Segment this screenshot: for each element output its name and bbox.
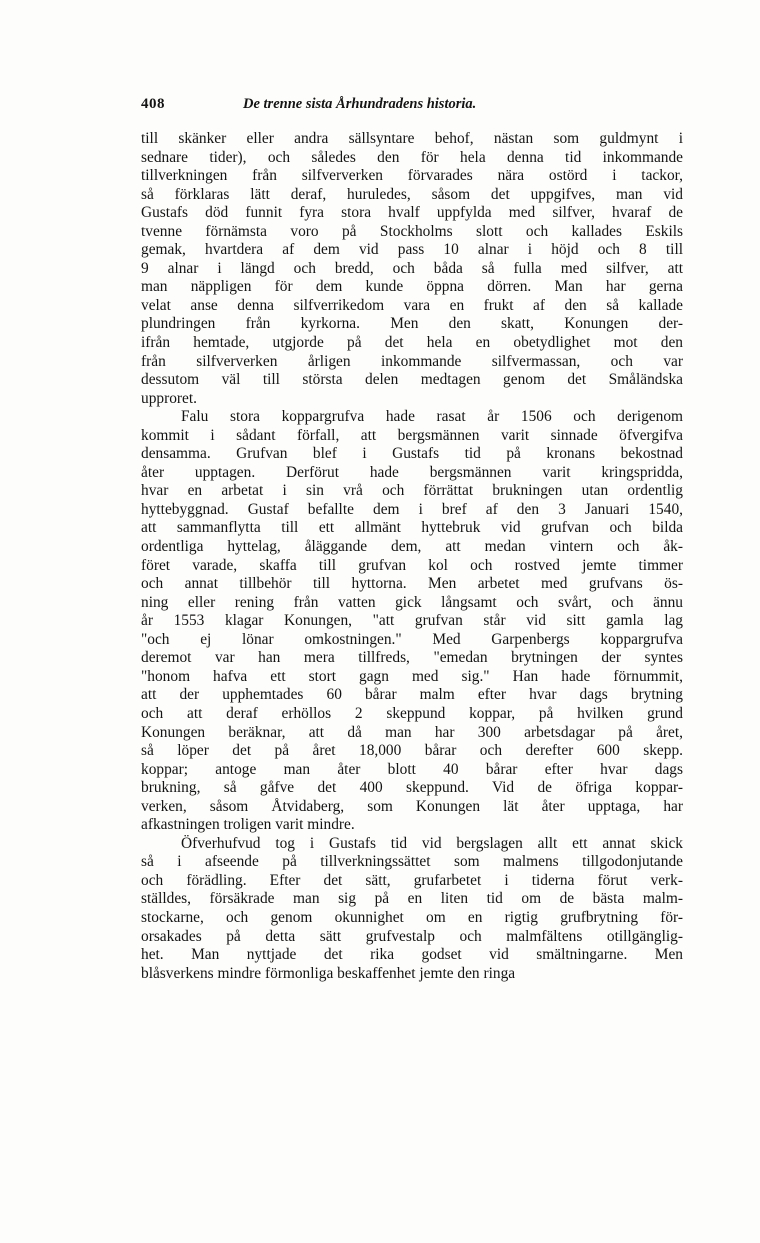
text-line: densamma. Grufvan blef i Gustafs tid på kronans bekostnad: [141, 445, 683, 463]
text-line: upproret.: [141, 389, 197, 407]
text-line: så löper det på året 18,000 bårar och derefter 600 skepp.: [141, 742, 683, 760]
text-line: stockarne, och genom okunnighet om en rigtig grufbrytning för-: [141, 908, 683, 926]
text-line: gemak, hvartdera af dem vid pass 10 alnar i höjd och 8 till: [141, 241, 683, 259]
text-line: 9 alnar i längd och bredd, och båda så fulla med silfver, att: [141, 259, 683, 277]
paragraph: [141, 408, 683, 835]
text-line: deremot var han mera tillfreds, "emedan brytningen der syntes: [141, 649, 683, 667]
text-line: Falu stora koppargrufva hade rasat år 1506 och derigenom: [181, 408, 683, 426]
running-title: De trenne sista Århundradens historia.: [243, 96, 477, 112]
text-line: hvar en arbetat i sin vrå och förrättat brukningen utan ordentlig: [141, 482, 683, 500]
text-line: brukning, så gåfve det 400 skeppund. Vid de öfriga koppar-: [141, 779, 683, 797]
text-line: velat anse denna silfverrikedom vara en frukt af den så kallade: [141, 296, 683, 314]
text-line: att sammanflytta till ett allmänt hyttebruk vid grufvan och bilda: [141, 519, 683, 537]
text-line: plundringen från kyrkorna. Men den skatt, Konungen der-: [141, 315, 683, 333]
text-line: och förädling. Efter det sätt, grufarbetet i tiderna förut verk-: [141, 871, 683, 889]
text-line: och att deraf erhöllos 2 skeppund koppar, på hvilken grund: [141, 704, 683, 722]
text-line: så i afseende på tillverkningssättet som malmens tillgodonjutande: [141, 853, 683, 871]
text-line: ifrån hemtade, utgjorde på det hela en obetydlighet mot den: [141, 334, 683, 352]
text-line: ordentliga hyttelag, åläggande dem, att medan vintern och åk-: [141, 538, 683, 556]
text-line: afkastningen troligen varit mindre.: [141, 816, 355, 834]
page-number: 408: [141, 96, 165, 112]
text-line: "och ej lönar omkostningen." Med Garpenbergs koppargrufva: [141, 630, 683, 648]
page-header: [141, 96, 681, 120]
text-line: sednare tider), och således den för hela denna tid inkommande: [141, 148, 683, 166]
text-line: blåsverkens mindre förmonliga beskaffenhet jemte den ringa: [141, 964, 516, 982]
text-line: ning eller rening från vatten gick långsamt och svårt, och ännu: [141, 593, 683, 611]
text-line: kommit i sådant förfall, att bergsmännen varit sinnade öfvergifva: [141, 426, 683, 444]
text-line: och annat tillbehör till hyttorna. Men arbetet med grufvans ös-: [141, 575, 683, 593]
text-line: orsakades på detta sätt grufvestalp och malmfältens otillgänglig-: [141, 927, 683, 945]
text-line: "honom hafva ett stort gagn med sig." Han hade förnummit,: [141, 667, 683, 685]
text-line: så förklaras lätt deraf, huruledes, såsom det uppgifves, man vid: [141, 185, 683, 203]
text-line: Gustafs död funnit fyra stora hvalf uppfylda med silfver, hvaraf de: [141, 204, 683, 222]
text-line: verken, såsom Åtvidaberg, som Konungen lät åter upptaga, har: [141, 797, 683, 815]
text-line: år 1553 klagar Konungen, "att grufvan står vid sitt gamla lag: [141, 612, 683, 630]
paragraph: [141, 130, 683, 408]
text-line: från silfververken årligen inkommande silfvermassan, och var: [141, 352, 683, 370]
text-line: ställdes, försäkrade man sig på en liten tid om de bästa malm-: [141, 890, 683, 908]
text-line: åter upptagen. Derförut hade bergsmännen varit kringspridda,: [141, 463, 683, 481]
text-line: het. Man nyttjade det rika godset vid smältningarne. Men: [141, 946, 683, 964]
text-line: till skänker eller andra sällsyntare behof, nästan som guldmynt i: [141, 130, 683, 147]
text-line: tvenne förnämsta voro på Stockholms slott och kallades Eskils: [141, 222, 683, 240]
body-text: [141, 130, 683, 983]
text-line: man näppligen för dem kunde öppna dörren. Man har gerna: [141, 278, 683, 296]
text-line: Konungen beräknar, att då man har 300 arbetsdagar på året,: [141, 723, 683, 741]
text-line: koppar; antoge man åter blott 40 bårar efter hvar dags: [141, 760, 683, 778]
text-line: dessutom väl till största delen medtagen genom det Småländska: [141, 371, 683, 389]
text-line: att der upphemtades 60 bårar malm efter hvar dags brytning: [141, 686, 683, 704]
text-line: tillverkningen från silfververken förvarades nära ostörd i tackor,: [141, 167, 683, 185]
text-line: föret varade, skaffa till grufvan kol och rostved jemte timmer: [141, 556, 683, 574]
text-line: hyttebyggnad. Gustaf befallte dem i bref af den 3 Januari 1540,: [141, 500, 683, 518]
paragraph: [141, 835, 683, 983]
text-line: Öfverhufvud tog i Gustafs tid vid bergslagen allt ett annat skick: [181, 834, 683, 852]
